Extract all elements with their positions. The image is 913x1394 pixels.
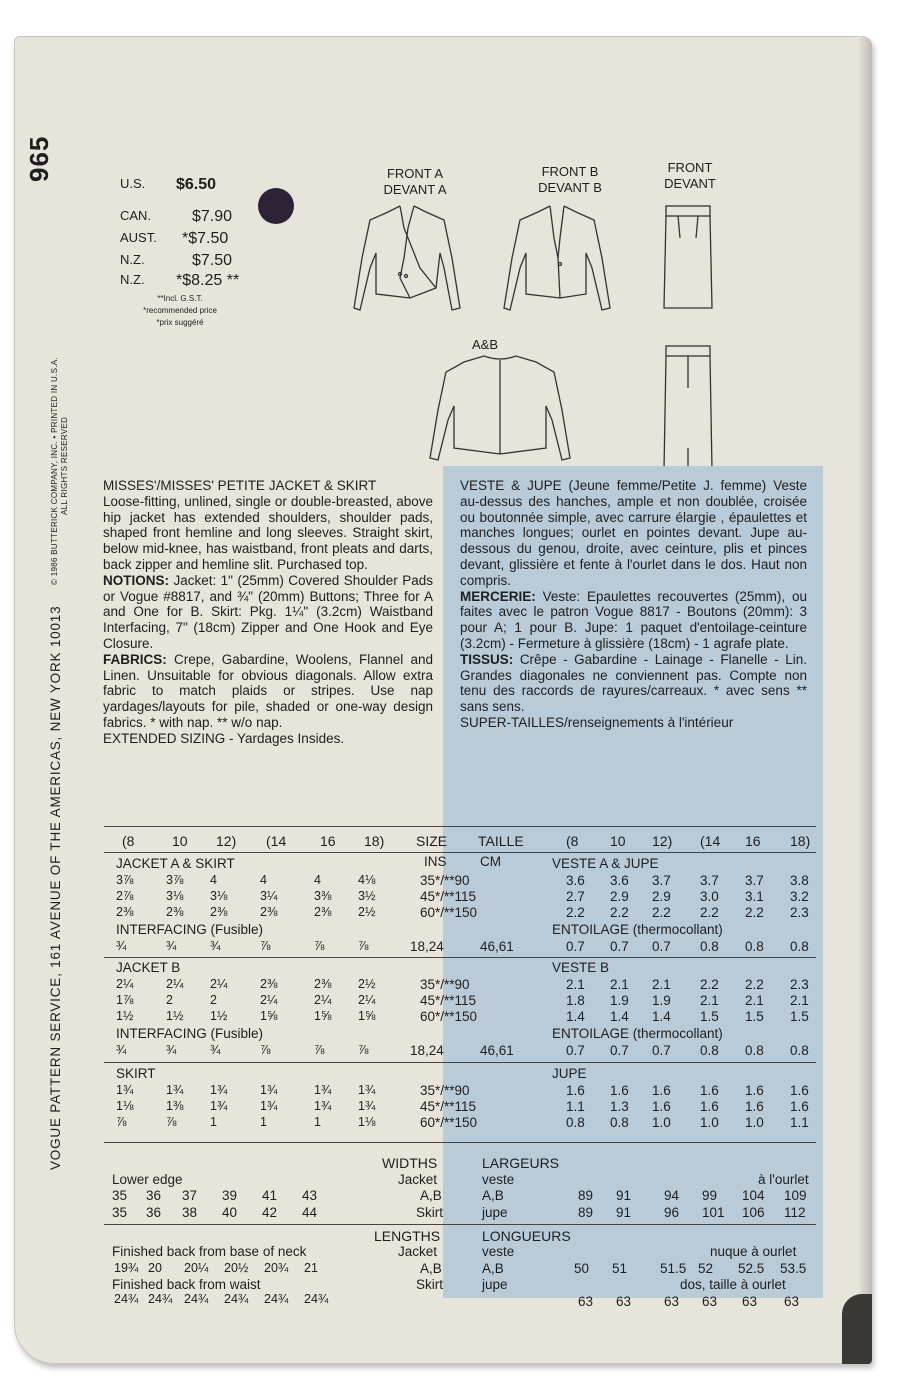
entoilage-cell: 0.8 xyxy=(790,1043,809,1058)
interfacing-cell: ¾ xyxy=(116,1043,127,1057)
length-jacket-cell-fr: 51 xyxy=(612,1261,628,1276)
interfacing-cell: ⅞ xyxy=(314,939,325,953)
width-jacket-cell-fr: 104 xyxy=(742,1188,765,1203)
jacket-b-cell: 2½ xyxy=(358,977,376,991)
jacket-a-skirt-cell-fr: 3.8 xyxy=(790,873,809,888)
ab-length-label-fr: A,B xyxy=(482,1261,504,1276)
size-header-us: (8 xyxy=(122,833,135,849)
size-header-fr: 16 xyxy=(745,833,761,849)
width-skirt-cell: 44 xyxy=(302,1205,318,1220)
envelope-corner xyxy=(842,1294,872,1364)
jacket-b-cell: 2⅜ xyxy=(314,977,332,991)
skirt-cell-fr: 0.8 xyxy=(610,1115,629,1130)
entoilage-cell: 0.8 xyxy=(745,939,764,954)
jacket-a-skirt-cell-fr: 2.7 xyxy=(566,889,585,904)
width-jacket-cell-fr: 89 xyxy=(578,1188,594,1203)
skirt-cell: ⅞ xyxy=(116,1115,127,1129)
table-top-rule xyxy=(104,826,816,827)
skirt-cell-fr: 1.0 xyxy=(700,1115,719,1130)
jacket-a-skirt-cell: 3⅛ xyxy=(210,889,228,903)
width-jacket-cell-fr: 94 xyxy=(664,1188,680,1203)
fabrics: FABRICS: Crepe, Gabardine, Woolens, Flannel and Linen. Unsuitable for obvious diagonals. Allow extra fabric to match plaids or stripes. Use nap yardages/layouts for pile, shaded or one-way design fabrics. * with nap. ** w/o nap. xyxy=(103,651,433,730)
jacket-a-skirt-cell: 2⅜ xyxy=(210,905,228,919)
skirt-cell-fr: 1.6 xyxy=(790,1083,809,1098)
jacket-b-cell: 2⅜ xyxy=(260,977,278,991)
price-nz-gst: N.Z. *$8.25 ** xyxy=(120,272,240,289)
entoilage-cell: 0.8 xyxy=(790,939,809,954)
length-skirt-cell-fr: 63 xyxy=(702,1294,718,1309)
width-skirt-cell-fr: 89 xyxy=(578,1205,594,1220)
length-skirt-cell-fr: 63 xyxy=(664,1294,680,1309)
jacket-a-skirt-cell-fr: 2.2 xyxy=(745,905,764,920)
size-header-us: 16 xyxy=(320,833,336,849)
jacket-length-label: Jacket xyxy=(398,1244,438,1259)
jacket-b-cell-fr: 1.9 xyxy=(652,993,671,1008)
width-skirt-cell: 35 xyxy=(112,1205,128,1220)
ab-label-fr: A,B xyxy=(482,1188,504,1203)
mercerie: MERCERIE: Veste: Epaulettes recouvertes (25mm), ou faites avec le patron Vogue 8817 - Boutons (20mm): 3 pour A; 1 pour B. Jupe: 1 paquet d'entoilage-ceinture (3.2cm) - Fermeture à glissière (18cm) - 1 agrafe plate. xyxy=(460,588,807,651)
ins-label: INS xyxy=(424,854,447,869)
jacket-b-cell-fr: 1.8 xyxy=(566,993,585,1008)
length-skirt-cell: 24¾ xyxy=(148,1292,173,1306)
interfacing-width-cm: 46,61 xyxy=(480,939,514,954)
front-jackets-drawing xyxy=(340,198,640,328)
jacket-a-skirt-cell: 3⅜ xyxy=(314,889,332,903)
interfacing-cell: ⅞ xyxy=(358,1043,369,1057)
jacket-b-cell-fr: 2.1 xyxy=(700,993,719,1008)
jacket-a-skirt-cell: 4 xyxy=(260,873,267,887)
jacket-b-cell: 2¼ xyxy=(116,977,134,991)
jacket-b-cell-fr: 1.4 xyxy=(566,1009,585,1024)
entoilage-title: ENTOILAGE (thermocollant) xyxy=(552,1026,723,1041)
jacket-a-skirt-cell-fr: 2.2 xyxy=(652,905,671,920)
table-header-rule xyxy=(104,852,816,853)
skirt-title-fr: JUPE xyxy=(552,1066,587,1081)
section-rule-1 xyxy=(104,957,816,958)
jacket-b-cell: 1½ xyxy=(116,1009,134,1023)
entoilage-cell: 0.7 xyxy=(610,939,629,954)
width-skirt-cell-fr: 96 xyxy=(664,1205,680,1220)
skirt-cell: 1¾ xyxy=(314,1083,332,1097)
jacket-a-skirt-cell: 2⅜ xyxy=(260,905,278,919)
veste-length-label: veste xyxy=(482,1244,515,1259)
widths-heading: WIDTHS xyxy=(382,1155,438,1171)
jacket-b-cell: 2¼ xyxy=(358,993,376,1007)
jacket-label: Jacket xyxy=(398,1172,438,1187)
jacket-a-skirt-cell-fr: 3.2 xyxy=(790,889,809,904)
jacket-a-skirt-cell-fr: 3.1 xyxy=(745,889,764,904)
section-rule-3 xyxy=(104,1142,816,1143)
skirt-cell-fr: 1.6 xyxy=(652,1083,671,1098)
jacket-a-skirt-cell-fr: 2.9 xyxy=(652,889,671,904)
jacket-a-skirt-cell-fr: 3.0 xyxy=(700,889,719,904)
jacket-b-cell-fr: 2.2 xyxy=(700,977,719,992)
size-header-fr: (14 xyxy=(700,833,721,849)
jupe-length-label: jupe xyxy=(482,1277,508,1292)
skirt-cell-fr: 1.1 xyxy=(790,1115,809,1130)
width-jacket-cell: 35 xyxy=(112,1188,128,1203)
width-jacket-cell-fr: 91 xyxy=(616,1188,632,1203)
jacket-b-cell-fr: 1.5 xyxy=(745,1009,764,1024)
interfacing-title: INTERFACING (Fusible) xyxy=(116,1026,264,1041)
jacket-a-skirt-cell-fr: 3.7 xyxy=(745,873,764,888)
skirt-cell: 1¾ xyxy=(260,1083,278,1097)
fabric-width: 45*/**115 xyxy=(420,1099,477,1114)
size-label: SIZE xyxy=(416,833,448,849)
label-front-skirt: FRONT DEVANT xyxy=(664,160,716,191)
jacket-b-cell-fr: 1.5 xyxy=(700,1009,719,1024)
skirt-cell: 1¾ xyxy=(210,1099,228,1113)
width-skirt-cell-fr: 91 xyxy=(616,1205,632,1220)
interfacing-cell: ¾ xyxy=(116,939,127,953)
jacket-b-cell-fr: 2.1 xyxy=(566,977,585,992)
jacket-b-cell: 2¼ xyxy=(314,993,332,1007)
description-english xyxy=(103,478,433,747)
price-can: CAN. $7.90 xyxy=(120,208,233,225)
longueurs-heading: LONGUEURS xyxy=(482,1228,571,1244)
skirt-cell: 1⅜ xyxy=(166,1099,184,1113)
length-jacket-cell-fr: 51.5 xyxy=(660,1261,687,1276)
fabric-width: 60*/**150 xyxy=(420,1115,478,1130)
jacket-b-cell: 1½ xyxy=(210,1009,228,1023)
entoilage-cell: 0.7 xyxy=(566,1043,585,1058)
jacket-a-skirt-cell-fr: 3.7 xyxy=(700,873,719,888)
jacket-a-skirt-title: JACKET A & SKIRT xyxy=(116,856,235,871)
interfacing-width: 18,24 xyxy=(410,1043,444,1058)
entoilage-cell: 0.7 xyxy=(652,939,671,954)
size-header-us: (14 xyxy=(266,833,287,849)
skirt-cell-fr: 1.6 xyxy=(610,1083,629,1098)
measure-rule xyxy=(104,1224,816,1225)
length-skirt-cell: 24¾ xyxy=(224,1292,249,1306)
skirt-cell-fr: 1.0 xyxy=(745,1115,764,1130)
interfacing-width: 18,24 xyxy=(410,939,444,954)
jacket-a-skirt-cell: 4 xyxy=(210,873,217,887)
skirt-cell: 1 xyxy=(210,1115,217,1129)
length-skirt-cell: 24¾ xyxy=(264,1292,289,1306)
skirt-cell-fr: 1.6 xyxy=(566,1083,585,1098)
interfacing-cell: ¾ xyxy=(210,939,221,953)
jacket-a-skirt-title-fr: VESTE A & JUPE xyxy=(552,856,659,871)
jacket-b-cell-fr: 1.5 xyxy=(790,1009,809,1024)
length-skirt-cell-fr: 63 xyxy=(578,1294,594,1309)
skirt-drawing xyxy=(660,198,720,478)
length-jacket-cell: 20¼ xyxy=(184,1261,209,1275)
label-front-a: FRONT A DEVANT A xyxy=(383,166,447,197)
publisher-address: VOGUE PATTERN SERVICE, 161 AVENUE OF THE AMERICAS, NEW YORK 10013 xyxy=(48,605,63,1170)
super-tailles: SUPER-TAILLES/renseignements à l'intérieur xyxy=(460,714,734,730)
interfacing-cell: ¾ xyxy=(166,1043,177,1057)
length-skirt-cell: 24¾ xyxy=(114,1292,139,1306)
punch-hole xyxy=(258,188,294,224)
jacket-b-cell-fr: 2.3 xyxy=(790,977,809,992)
jacket-b-cell-fr: 2.1 xyxy=(790,993,809,1008)
interfacing-cell: ⅞ xyxy=(358,939,369,953)
entoilage-cell: 0.7 xyxy=(652,1043,671,1058)
jacket-b-cell-fr: 2.1 xyxy=(652,977,671,992)
size-header-us: 18) xyxy=(364,833,385,849)
skirt-cell-fr: 1.1 xyxy=(566,1099,585,1114)
jacket-a-skirt-cell-fr: 2.9 xyxy=(610,889,629,904)
width-skirt-cell-fr: 106 xyxy=(742,1205,765,1220)
jacket-b-cell: 2¼ xyxy=(260,993,278,1007)
jacket-b-title-fr: VESTE B xyxy=(552,960,610,975)
skirt-cell-fr: 1.6 xyxy=(700,1083,719,1098)
skirt-label: Skirt xyxy=(416,1205,443,1220)
length-skirt-cell: 24¾ xyxy=(184,1292,209,1306)
veste-label: veste xyxy=(482,1172,515,1187)
jacket-a-skirt-cell: 2⅞ xyxy=(116,889,134,903)
length-skirt-cell-fr: 63 xyxy=(616,1294,632,1309)
lower-edge-label: Lower edge xyxy=(112,1172,183,1187)
label-front-b: FRONT B DEVANT B xyxy=(538,164,602,195)
jacket-b-cell: 2 xyxy=(166,993,173,1007)
dos-label: dos, taille à ourlet xyxy=(680,1277,786,1292)
skirt-cell-fr: 0.8 xyxy=(566,1115,585,1130)
jacket-b-cell: 1⅝ xyxy=(260,1009,278,1023)
cm-label: CM xyxy=(480,854,501,869)
skirt-cell-fr: 1.0 xyxy=(652,1115,671,1130)
width-skirt-cell-fr: 112 xyxy=(784,1205,806,1220)
interfacing-cell: ⅞ xyxy=(260,939,271,953)
jacket-b-cell: 1⅝ xyxy=(314,1009,332,1023)
fabric-width: 35*/**90 xyxy=(420,873,470,888)
jacket-a-skirt-cell-fr: 3.7 xyxy=(652,873,671,888)
ab-length-label: A,B xyxy=(420,1261,442,1276)
jacket-a-skirt-cell-fr: 2.2 xyxy=(610,905,629,920)
size-header-fr: 12) xyxy=(652,833,673,849)
skirt-cell: 1¾ xyxy=(358,1099,376,1113)
length-jacket-cell-fr: 50 xyxy=(574,1261,590,1276)
extended-sizing: EXTENDED SIZING - Yardages Insides. xyxy=(103,730,345,746)
notions: NOTIONS: Jacket: 1" (25mm) Covered Shoulder Pads or Vogue #8817, and ¾" (20mm) Buttons; Three for A and One for B. Skirt: Pkg. 1¼" (3.2cm) Waistband Interfacing, 7" (18cm) Zipper and One Hook and Eye Closure. xyxy=(103,572,433,651)
finished-waist-label: Finished back from waist xyxy=(112,1277,261,1292)
width-skirt-cell: 38 xyxy=(182,1205,198,1220)
jacket-a-skirt-cell: 3½ xyxy=(358,889,376,903)
label-ab-back: A&B xyxy=(471,337,498,352)
jacket-a-skirt-cell-fr: 2.3 xyxy=(790,905,809,920)
width-jacket-cell-fr: 99 xyxy=(702,1188,718,1203)
skirt-cell: 1 xyxy=(260,1115,267,1129)
width-jacket-cell: 43 xyxy=(302,1188,318,1203)
ab-label: A,B xyxy=(420,1188,442,1203)
jupe-label: jupe xyxy=(482,1205,508,1220)
size-header-fr: 18) xyxy=(790,833,811,849)
fabric-width: 60*/**150 xyxy=(420,905,478,920)
width-jacket-cell: 39 xyxy=(222,1188,238,1203)
entoilage-title: ENTOILAGE (thermocollant) xyxy=(552,922,723,937)
jacket-b-cell-fr: 1.4 xyxy=(652,1009,671,1024)
jacket-a-skirt-cell: 2⅜ xyxy=(314,905,332,919)
largeurs-heading: LARGEURS xyxy=(482,1155,560,1171)
length-skirt-cell: 24¾ xyxy=(304,1292,329,1306)
width-skirt-cell: 42 xyxy=(262,1205,278,1220)
jacket-a-skirt-cell: 3⅛ xyxy=(166,889,184,903)
price-note-gst: **Incl. G.S.T. xyxy=(157,294,203,303)
finished-neck-label: Finished back from base of neck xyxy=(112,1244,307,1259)
interfacing-cell: ⅞ xyxy=(314,1043,325,1057)
fabric-width: 35*/**90 xyxy=(420,1083,470,1098)
length-skirt-cell-fr: 63 xyxy=(784,1294,800,1309)
skirt-cell-fr: 1.6 xyxy=(652,1099,671,1114)
jacket-a-skirt-cell: 4⅛ xyxy=(358,873,376,887)
price-aust: AUST. *$7.50 xyxy=(120,230,229,247)
interfacing-cell: ¾ xyxy=(210,1043,221,1057)
jacket-b-cell: 2 xyxy=(210,993,217,1007)
length-jacket-cell: 20¾ xyxy=(264,1261,289,1275)
jacket-a-skirt-cell: 3⅞ xyxy=(166,873,184,887)
width-jacket-cell: 41 xyxy=(262,1188,278,1203)
pattern-number: 965 xyxy=(24,135,54,182)
length-skirt-cell-fr: 63 xyxy=(742,1294,758,1309)
entoilage-cell: 0.7 xyxy=(610,1043,629,1058)
copyright-line: © 1986 BUTTERICK COMPANY, INC. • PRINTED IN U.S.A. xyxy=(50,357,59,585)
length-jacket-cell-fr: 52 xyxy=(698,1261,714,1276)
skirt-cell: 1¾ xyxy=(166,1083,184,1097)
width-jacket-cell: 37 xyxy=(182,1188,198,1203)
skirt-cell-fr: 1.6 xyxy=(745,1099,764,1114)
skirt-cell: 1¾ xyxy=(116,1083,134,1097)
skirt-cell-fr: 1.3 xyxy=(610,1099,629,1114)
interfacing-cell: ⅞ xyxy=(260,1043,271,1057)
description-title: MISSES'/MISSES' PETITE JACKET & SKIRT xyxy=(103,478,377,493)
jacket-b-title: JACKET B xyxy=(116,960,181,975)
length-jacket-cell: 20½ xyxy=(224,1261,249,1275)
entoilage-cell: 0.7 xyxy=(566,939,585,954)
skirt-cell: 1¾ xyxy=(358,1083,376,1097)
price-note-suggere: *prix suggéré xyxy=(156,318,204,327)
jacket-b-cell: 1⅝ xyxy=(358,1009,376,1023)
width-skirt-cell: 40 xyxy=(222,1205,238,1220)
entoilage-cell: 0.8 xyxy=(700,1043,719,1058)
fabric-width: 45*/**115 xyxy=(420,889,477,904)
length-jacket-cell-fr: 52.5 xyxy=(738,1261,765,1276)
skirt-title: SKIRT xyxy=(116,1066,156,1081)
price-us: U.S. $6.50 xyxy=(120,176,217,193)
length-jacket-cell: 20 xyxy=(148,1261,162,1275)
section-rule-2 xyxy=(104,1062,816,1063)
rights-line: ALL RIGHTS RESERVED xyxy=(60,416,69,515)
interfacing-cell: ¾ xyxy=(166,939,177,953)
skirt-cell: 1 xyxy=(314,1115,321,1129)
entoilage-cell: 0.8 xyxy=(700,939,719,954)
interfacing-width-cm: 46,61 xyxy=(480,1043,514,1058)
nuque-label: nuque à ourlet xyxy=(710,1244,797,1259)
fabric-width: 35*/**90 xyxy=(420,977,470,992)
skirt-cell: ⅞ xyxy=(166,1115,177,1129)
fabric-width: 60*/**150 xyxy=(420,1009,478,1024)
jacket-b-cell-fr: 1.4 xyxy=(610,1009,629,1024)
fabric-width: 45*/**115 xyxy=(420,993,477,1008)
jacket-a-skirt-cell: 4 xyxy=(314,873,321,887)
jacket-a-skirt-cell-fr: 3.6 xyxy=(610,873,629,888)
size-header-us: 12) xyxy=(216,833,237,849)
price-note-recommended: *recommended price xyxy=(143,306,217,315)
jacket-b-cell-fr: 1.9 xyxy=(610,993,629,1008)
skirt-cell: 1¾ xyxy=(210,1083,228,1097)
width-skirt-cell-fr: 101 xyxy=(702,1205,725,1220)
skirt-cell: 1¾ xyxy=(260,1099,278,1113)
price-nz: N.Z. $7.50 xyxy=(120,252,233,269)
jacket-a-skirt-cell: 3¼ xyxy=(260,889,278,903)
jacket-a-skirt-cell: 2⅜ xyxy=(116,905,134,919)
width-jacket-cell: 36 xyxy=(146,1188,162,1203)
jacket-b-cell: 1½ xyxy=(166,1009,184,1023)
length-jacket-cell: 19¾ xyxy=(114,1261,139,1275)
ourlet-label: à l'ourlet xyxy=(758,1172,809,1187)
skirt-cell: 1¾ xyxy=(314,1099,332,1113)
envelope-edge xyxy=(858,36,872,1364)
lengths-heading: LENGTHS xyxy=(374,1228,441,1244)
jacket-b-cell: 2¼ xyxy=(210,977,228,991)
length-jacket-cell: 21 xyxy=(304,1261,318,1275)
jacket-a-skirt-cell-fr: 2.2 xyxy=(700,905,719,920)
skirt-cell-fr: 1.6 xyxy=(745,1083,764,1098)
interfacing-title: INTERFACING (Fusible) xyxy=(116,922,264,937)
description-french xyxy=(460,478,807,731)
description-body: Loose-fitting, unlined, single or double-breasted, above hip jacket has extended shoulders, shoulder pads, shaped front hemline and long sleeves. Straight skirt, below mid-knee, has waistband, front pleats and darts, back zipper and hemline slit. Purchased top. xyxy=(103,493,433,572)
tissus: TISSUS: Crêpe - Gabardine - Lainage - Flanelle - Lin. Grandes diagonales ne conviennent pas. Compte non tenu des raccords de rayures/carreaux. * avec sens ** sans sens. xyxy=(460,651,807,715)
size-header-us: 10 xyxy=(172,833,188,849)
jacket-b-cell-fr: 2.1 xyxy=(610,977,629,992)
jacket-a-skirt-cell: 2½ xyxy=(358,905,376,919)
back-jacket-drawing xyxy=(420,350,580,470)
jacket-b-cell: 2¼ xyxy=(166,977,184,991)
taille-label: TAILLE xyxy=(478,833,524,849)
width-skirt-cell: 36 xyxy=(146,1205,162,1220)
size-header-fr: 10 xyxy=(610,833,626,849)
jacket-a-skirt-cell-fr: 2.2 xyxy=(566,905,585,920)
jacket-a-skirt-cell: 3⅞ xyxy=(116,873,134,887)
skirt-cell-fr: 1.6 xyxy=(700,1099,719,1114)
skirt-length-label: Skirt xyxy=(416,1277,443,1292)
description-fr-title-body: VESTE & JUPE (Jeune femme/Petite J. femme) Veste au-dessus des hanches, ample et non doublée, croisée ou boutonnée simple, avec carrure élargie , épaulettes et manches longues; ourlet en pointes devant. Jupe au-dessous du genou, droite, avec ceinture, plis et pinces devant, glissière et fente à l'ourlet dans le dos. Haut non compris. xyxy=(460,478,807,588)
size-header-fr: (8 xyxy=(566,833,579,849)
skirt-cell: 1⅛ xyxy=(116,1099,134,1113)
jacket-b-cell: 1⅞ xyxy=(116,993,134,1007)
jacket-a-skirt-cell-fr: 3.6 xyxy=(566,873,585,888)
jacket-b-cell-fr: 2.1 xyxy=(745,993,764,1008)
entoilage-cell: 0.8 xyxy=(745,1043,764,1058)
skirt-cell-fr: 1.6 xyxy=(790,1099,809,1114)
skirt-cell: 1⅛ xyxy=(358,1115,376,1129)
length-jacket-cell-fr: 53.5 xyxy=(780,1261,807,1276)
jacket-a-skirt-cell: 2⅜ xyxy=(166,905,184,919)
width-jacket-cell-fr: 109 xyxy=(784,1188,807,1203)
jacket-b-cell-fr: 2.2 xyxy=(745,977,764,992)
